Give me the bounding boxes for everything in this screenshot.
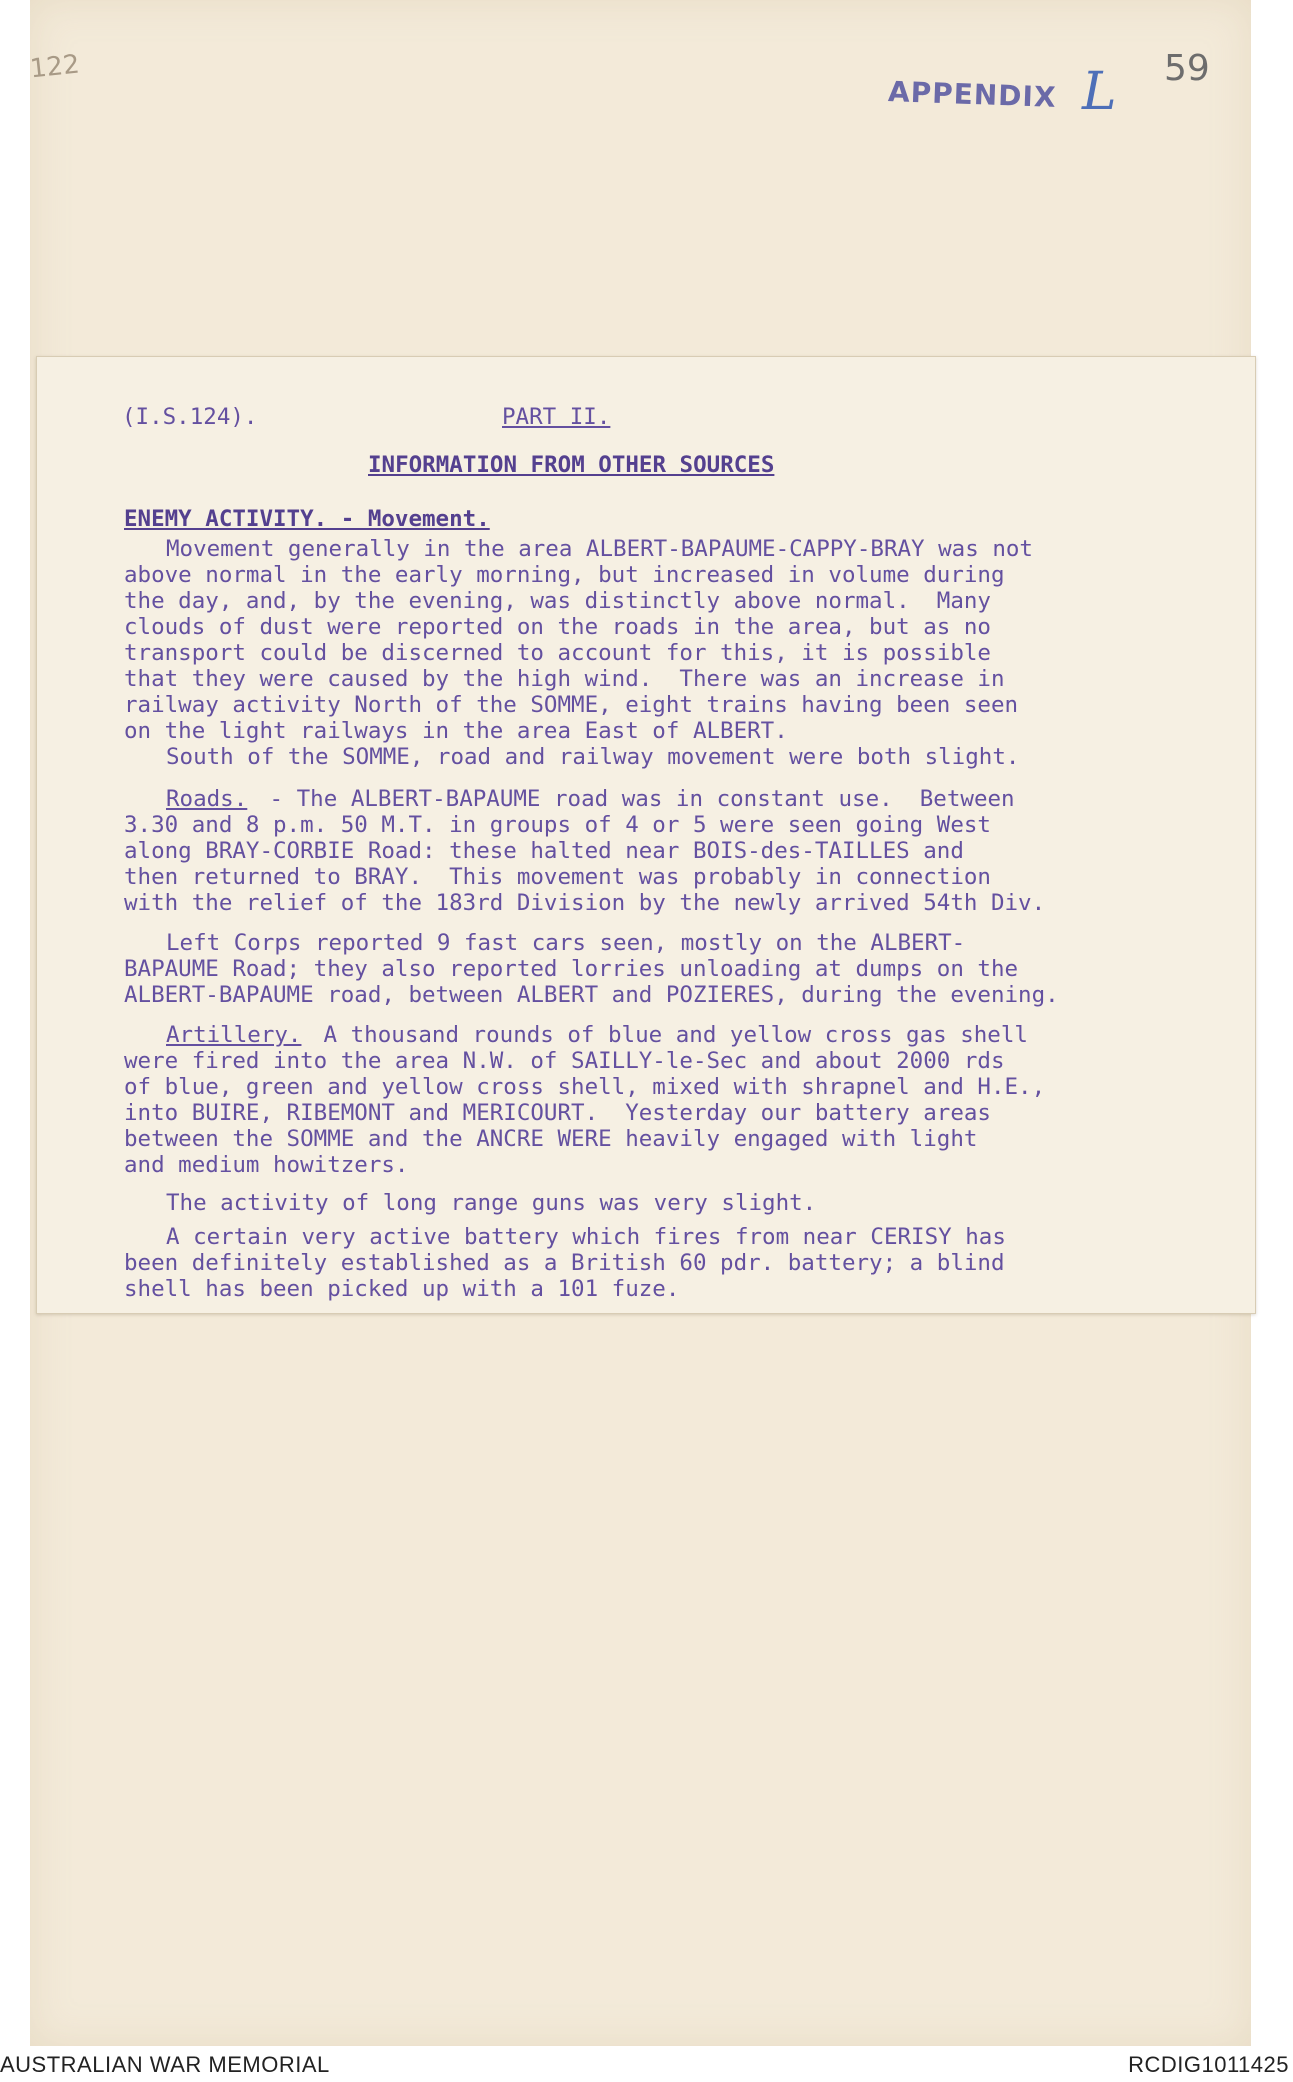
movement-line: on the light railways in the area East of ALBERT. [124, 718, 788, 744]
roads-line: along BRAY-CORBIE Road: these halted near BOIS-des-TAILLES and [124, 838, 964, 864]
movement-line: clouds of dust were reported on the roads in the area, but as no [124, 614, 991, 640]
artillery-line: between the SOMME and the ANCRE WERE heavily engaged with light [124, 1126, 978, 1152]
artillery-line: A thousand rounds of blue and yellow cross gas shell [310, 1022, 1028, 1048]
battery-line: shell has been picked up with a 101 fuze. [124, 1276, 680, 1302]
artillery-line: into BUIRE, RIBEMONT and MERICOURT. Yesterday our battery areas [124, 1100, 991, 1126]
movement-line: that they were caused by the high wind. There was an increase in [124, 666, 1005, 692]
movement-line: the day, and, by the evening, was distinctly above normal. Many [124, 588, 991, 614]
left-corps-line: ALBERT-BAPAUME road, between ALBERT and POZIERES, during the evening. [124, 982, 1059, 1008]
roads-line: then returned to BRAY. This movement was probably in connection [124, 864, 991, 890]
left-corps-line: Left Corps reported 9 fast cars seen, mostly on the ALBERT- [166, 930, 966, 956]
section-heading: ENEMY ACTIVITY. - Movement. [124, 506, 490, 532]
battery-line: been definitely established as a British 60 pdr. battery; a blind [124, 1250, 1005, 1276]
long-range-line: The activity of long range guns was very slight. [166, 1190, 817, 1216]
part-heading: PART II. [502, 404, 611, 430]
movement-line: railway activity North of the SOMME, eight trains having been seen [124, 692, 1019, 718]
artillery-heading: Artillery. [166, 1022, 302, 1048]
report-title: INFORMATION FROM OTHER SOURCES [368, 452, 775, 478]
left-corps-line: BAPAUME Road; they also reported lorries unloading at dumps on the [124, 956, 1019, 982]
roads-line: with the relief of the 183rd Division by the newly arrived 54th Div. [124, 890, 1046, 916]
movement-line: above normal in the early morning, but increased in volume during [124, 562, 1005, 588]
artillery-line: and medium howitzers. [124, 1152, 409, 1178]
archive-id: RCDIG1011425 [1128, 2052, 1289, 2077]
document-reference: (I.S.124). [122, 404, 258, 430]
battery-line: A certain very active battery which fires from near CERISY has [166, 1224, 1006, 1250]
appendix-stamp: APPENDIX [887, 75, 1058, 114]
appendix-letter-handwritten: L [1082, 62, 1117, 122]
artillery-line: were fired into the area N.W. of SAILLY-le-Sec and about 2000 rds [124, 1048, 1005, 1074]
movement-line: transport could be discerned to account for this, it is possible [124, 640, 991, 666]
roads-heading: Roads. [166, 786, 248, 812]
archive-credit: AUSTRALIAN WAR MEMORIAL [0, 2052, 330, 2077]
roads-line: - The ALBERT-BAPAUME road was in constant use. Between [256, 786, 1015, 812]
roads-line: 3.30 and 8 p.m. 50 M.T. in groups of 4 or 5 were seen going West [124, 812, 991, 838]
artillery-line: of blue, green and yellow cross shell, mixed with shrapnel and H.E., [124, 1074, 1046, 1100]
folio-number: 59 [1164, 48, 1210, 89]
movement-line: South of the SOMME, road and railway movement were both slight. [166, 744, 1020, 770]
movement-line: Movement generally in the area ALBERT-BAPAUME-CAPPY-BRAY was not [166, 536, 1033, 562]
page-reference-handwritten: 122 [28, 49, 82, 85]
